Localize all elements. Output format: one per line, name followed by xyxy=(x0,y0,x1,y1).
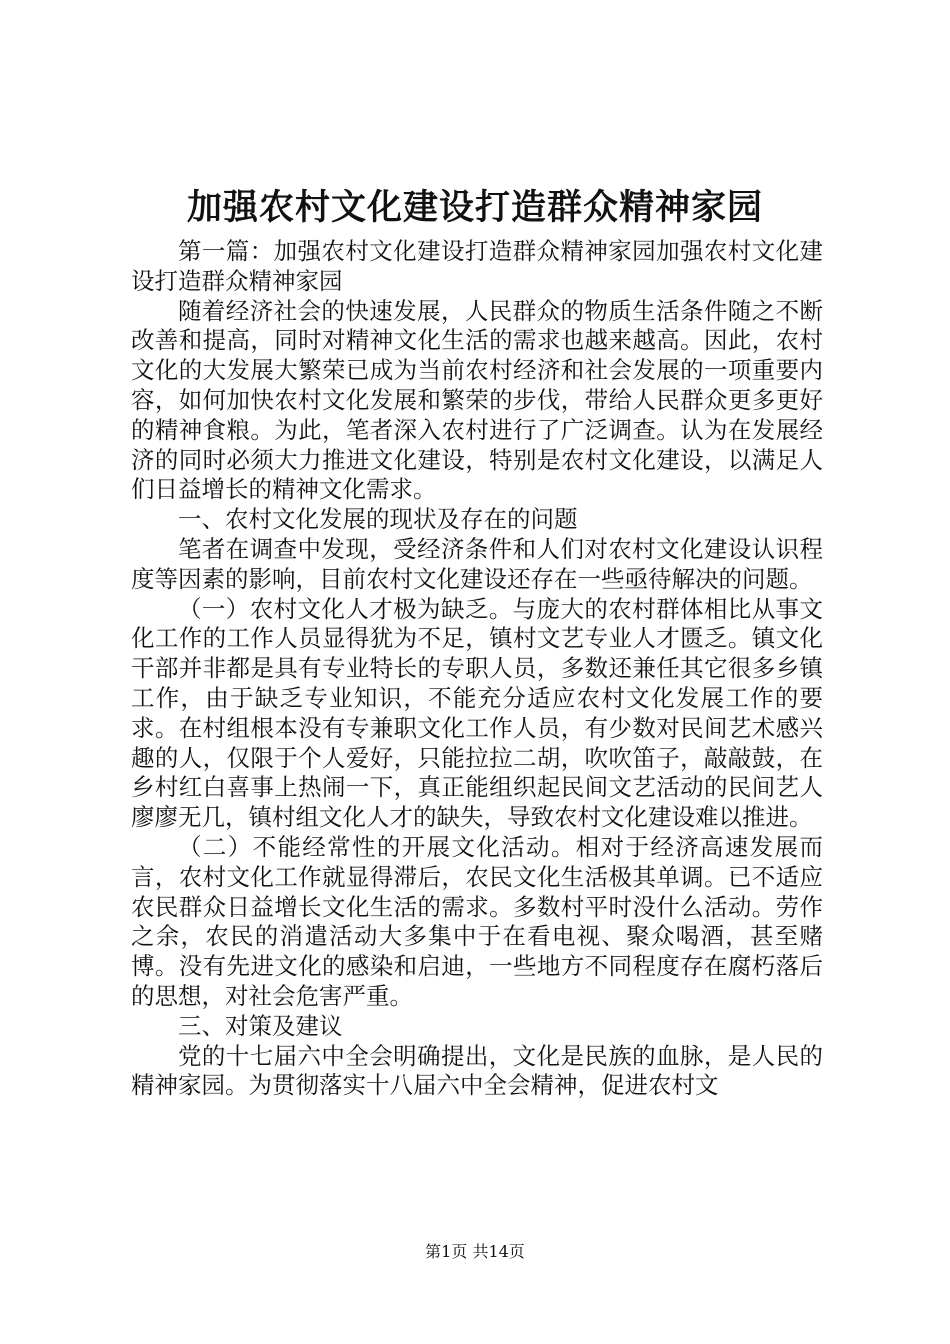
document-body xyxy=(131,237,823,1101)
document-title: 加强农村文化建设打造群众精神家园 xyxy=(186,187,763,228)
paragraph: 随着经济社会的快速发展，人民群众的物质生活条件随之不断改善和提高，同时对精神文化生活的需求也越来越高。因此，农村文化的大发展大繁荣已成为当前农村经济和社会发展的一项重要内容，如何加快农村文化发展和繁荣的步伐，带给人民群众更多更好的精神食粮。为此，笔者深入农村进行了广泛调查。认为在发展经济的同时必须大力推进文化建设，特别是农村文化建设，以满足人们日益增长的精神文化需求。 xyxy=(131,296,823,504)
paragraph: 党的十七届六中全会明确提出，文化是民族的血脉，是人民的精神家园。为贯彻落实十八届六中全会精神，促进农村文 xyxy=(131,1041,823,1100)
paragraph: （一）农村文化人才极为缺乏。与庞大的农村群体相比从事文化工作的工作人员显得犹为不足，镇村文艺专业人才匮乏。镇文化干部并非都是具有专业特长的专职人员，多数还兼任其它很多乡镇工作，由于缺乏专业知识，不能充分适应农村文化发展工作的要求。在村组根本没有专兼职文化工作人员，有少数对民间艺术感兴趣的人，仅限于个人爱好，只能拉拉二胡，吹吹笛子，敲敲鼓，在乡村红白喜事上热闹一下，真正能组织起民间文艺活动的民间艺人廖廖无几，镇村组文化人才的缺失，导致农村文化建设难以推进。 xyxy=(131,594,823,832)
paragraph: 笔者在调查中发现，受经济条件和人们对农村文化建设认识程度等因素的影响，目前农村文化建设还存在一些亟待解决的问题。 xyxy=(131,534,823,593)
section-heading: 一、农村文化发展的现状及存在的问题 xyxy=(178,505,578,534)
paragraph: （二）不能经常性的开展文化活动。相对于经济高速发展而言，农村文化工作就显得滞后，农民文化生活极其单调。已不适应农民群众日益增长文化生活的需求。多数村平时没什么活动。劳作之余，农民的消遣活动大多集中于在看电视、聚众喝酒，甚至赌博。没有先进文化的感染和启迪，一些地方不同程度存在腐朽落后的思想，对社会危害严重。 xyxy=(131,832,823,1010)
paragraph: 第一篇：加强农村文化建设打造群众精神家园加强农村文化建设打造群众精神家园 xyxy=(131,237,823,295)
page-number-footer: 第1页 共14页 xyxy=(425,1242,525,1261)
section-heading: 三、对策及建议 xyxy=(178,1011,343,1040)
